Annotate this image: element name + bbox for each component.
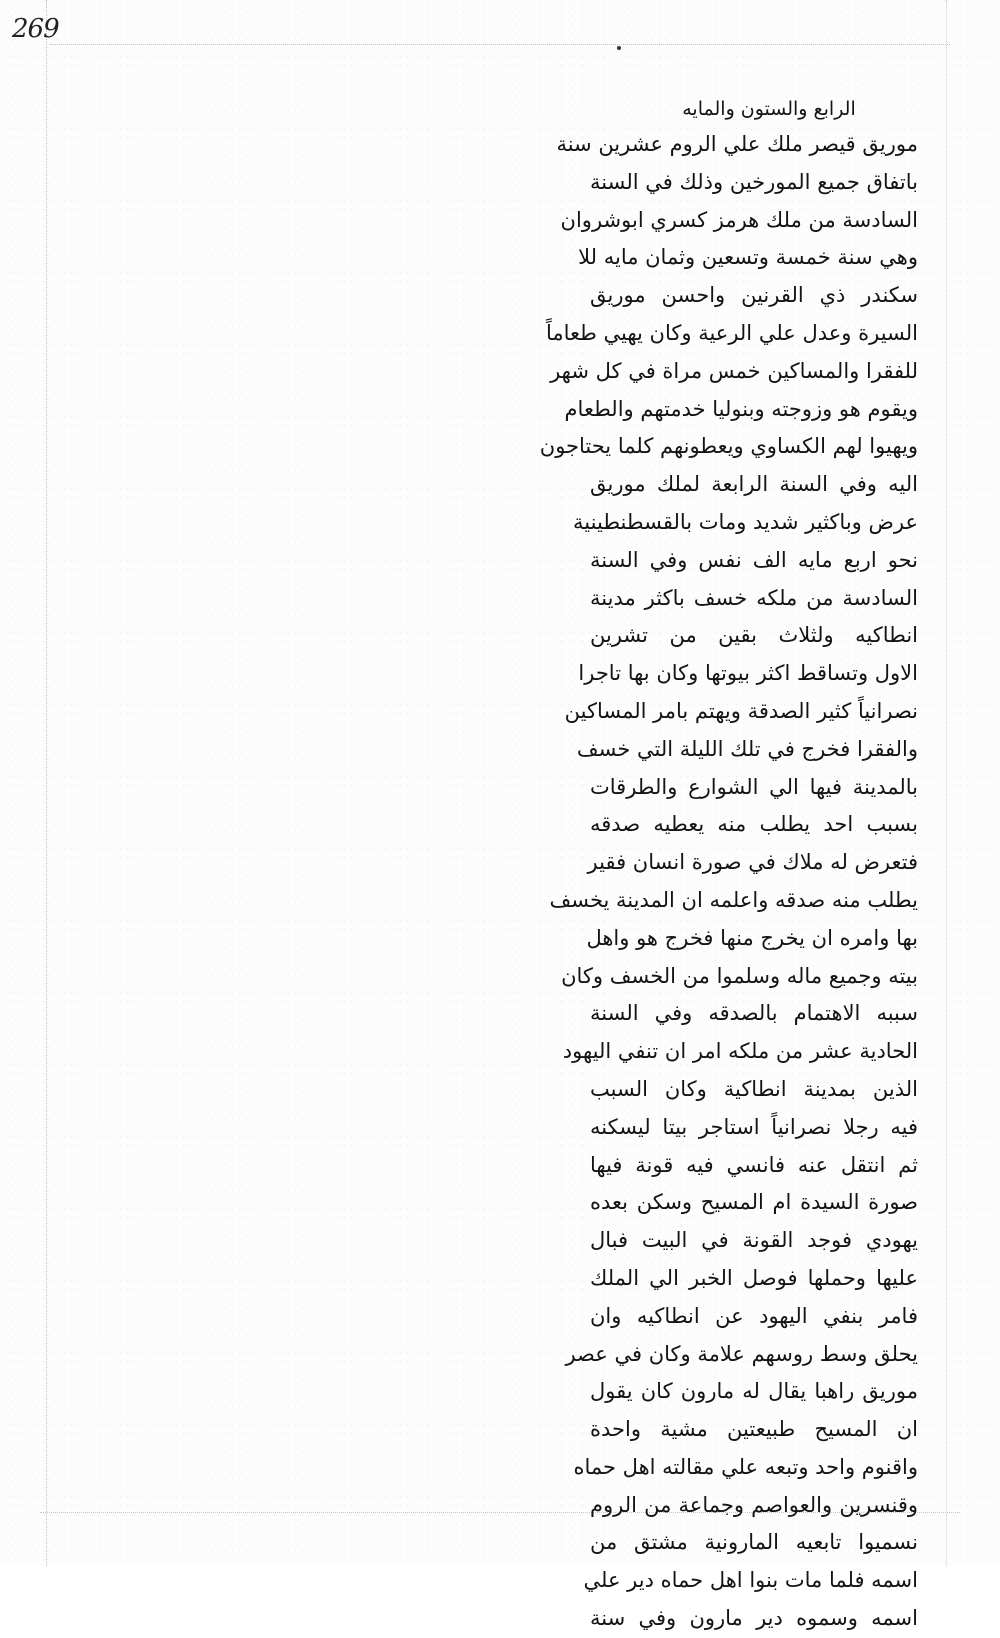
- text-line: السيرة وعدل علي الرعية وكان يهيي طعاماً: [545, 320, 918, 345]
- page-number: 269: [12, 14, 59, 44]
- text-line: اسمه فلما مات بنوا اهل حماه دير علي: [583, 1568, 918, 1593]
- text-line: بسبب احد يطلب منه يعطيه صدقه: [590, 812, 918, 837]
- chapter-heading: الرابع والستون والمايه: [682, 98, 856, 120]
- text-line: فتعرض له ملاك في صورة انسان فقير: [587, 850, 918, 875]
- text-line: وقنسرين والعواصم وجماعة من الروم: [590, 1492, 918, 1517]
- text-line: الحادية عشر من ملكه امر ان تنفي اليهود: [562, 1039, 918, 1064]
- text-line: نصرانياً كثير الصدقة ويهتم بامر المساكين: [564, 698, 918, 723]
- text-line: بها وامره ان يخرج منها فخرج هو واهل: [586, 925, 918, 950]
- text-line: ويهيوا لهم الكساوي ويعطونهم كلما يحتاجون: [539, 434, 918, 459]
- text-line: السادسة من ملك هرمز كسري ابوشروان: [560, 207, 918, 232]
- text-line: سببه الاهتمام بالصدقه وفي السنة: [590, 1001, 918, 1026]
- text-line: ثم انتقل عنه فانسي فيه قونة فيها: [590, 1152, 918, 1177]
- text-line: موريق راهبا يقال له مارون كان يقول: [590, 1379, 918, 1404]
- text-line: ان المسيح طبيعتين مشية واحدة: [590, 1417, 918, 1442]
- top-scan-border: [50, 44, 950, 45]
- text-line: يحلق وسط روسهم علامة وكان في عصر: [565, 1341, 918, 1366]
- text-line: نسميوا تابعيه المارونية مشتق من: [590, 1530, 918, 1555]
- text-line: اسمه وسموه دير مارون وفي سنة: [590, 1606, 918, 1631]
- text-line: نحو اربع مايه الف نفس وفي السنة: [590, 547, 918, 572]
- text-line: الذين بمدينة انطاكية وكان السبب: [590, 1076, 918, 1101]
- text-line: واقنوم واحد وتبعه علي مقالته اهل حماه: [573, 1454, 918, 1479]
- text-line: يطلب منه صدقه واعلمه ان المدينة يخسف: [549, 887, 918, 912]
- text-line: الاول وتساقط اكثر بيوتها وكان بها تاجرا: [578, 661, 918, 686]
- right-scan-border: [946, 0, 947, 1566]
- text-line: بالمدينة فيها الي الشوارع والطرقات: [590, 774, 918, 799]
- text-line: فامر بنفي اليهود عن انطاكيه وان: [590, 1303, 918, 1328]
- text-line: السادسة من ملكه خسف باكثر مدينة: [590, 585, 918, 610]
- text-line: ويقوم هو وزوجته وبنوليا خدمتهم والطعام: [564, 396, 918, 421]
- text-line: يهودي فوجد القونة في البيت فبال: [590, 1228, 918, 1253]
- text-lines: [539, 126, 918, 1638]
- text-line: باتفاق جميع المورخين وذلك في السنة: [590, 169, 918, 194]
- manuscript-text-block: [539, 92, 918, 1638]
- ink-dot-mark: [617, 46, 621, 50]
- text-line: عليها وحملها فوصل الخبر الي الملك: [590, 1265, 918, 1290]
- text-line: موريق قيصر ملك علي الروم عشرين سنة: [556, 132, 918, 156]
- text-line: فيه رجلا نصرانياً استاجر بيتا ليسكنه: [590, 1114, 918, 1139]
- text-line: انطاكيه ولثلاث بقين من تشرين: [590, 623, 918, 648]
- text-line: بيته وجميع ماله وسلموا من الخسف وكان: [561, 963, 918, 988]
- text-line: عرض وباكثير شديد ومات بالقسطنطينية: [573, 509, 918, 534]
- text-line: سكندر ذي القرنين واحسن موريق: [590, 283, 918, 308]
- text-line: وهي سنة خمسة وتسعين وثمان مايه للا: [578, 245, 918, 270]
- text-line: اليه وفي السنة الرابعة لملك موريق: [590, 472, 918, 497]
- text-line: للفقرا والمساكين خمس مراة في كل شهر: [550, 358, 918, 383]
- text-line: والفقرا فخرج في تلك الليلة التي خسف: [576, 736, 918, 761]
- left-scan-border: [46, 0, 47, 1566]
- text-line: صورة السيدة ام المسيح وسكن بعده: [590, 1190, 918, 1215]
